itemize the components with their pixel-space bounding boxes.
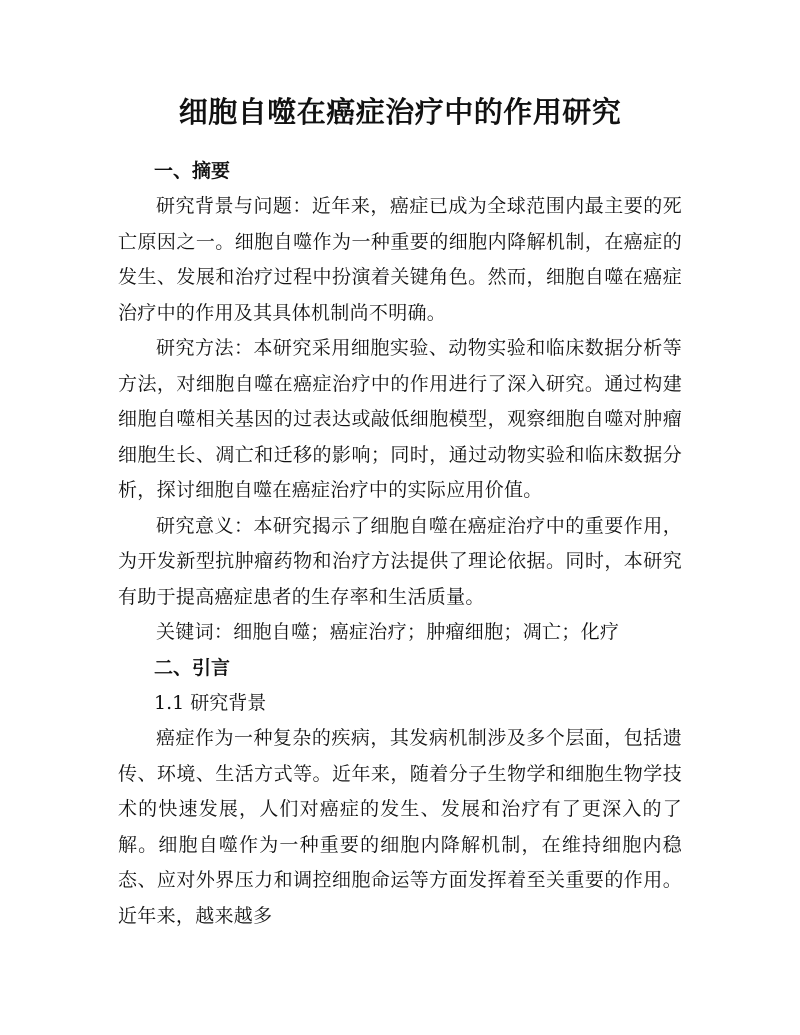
research-background-subheading: 1.1 研究背景 — [154, 691, 267, 714]
abstract-heading: 一、摘要 — [154, 160, 231, 182]
abstract-significance-paragraph: 研究意义：本研究揭示了细胞自噬在癌症治疗中的重要作用，为开发新型抗肿瘤药物和治疗方法提供了理论依据。同时，本研究有助于提高癌症患者的生存率和生活质量。 — [118, 514, 682, 608]
abstract-background-paragraph: 研究背景与问题：近年来，癌症已成为全球范围内最主要的死亡原因之一。细胞自噬作为一种重要的细胞内降解机制，在癌症的发生、发展和治疗过程中扮演着关键角色。然而，细胞自噬在癌症治疗中的作用及其具体机制尚不明确。 — [118, 195, 682, 324]
introduction-heading: 二、引言 — [154, 656, 231, 679]
abstract-methods-paragraph: 研究方法：本研究采用细胞实验、动物实验和临床数据分析等方法，对细胞自噬在癌症治疗中的作用进行了深入研究。通过构建细胞自噬相关基因的过表达或敲低细胞模型，观察细胞自噬对肿瘤细胞生长、凋亡和迁移的影响；同时，通过动物实验和临床数据分析，探讨细胞自噬在癌症治疗中的实际应用价值。 — [118, 337, 682, 501]
introduction-paragraph: 癌症作为一种复杂的疾病，其发病机制涉及多个层面，包括遗传、环境、生活方式等。近年来，随着分子生物学和细胞生物学技术的快速发展，人们对癌症的发生、发展和治疗有了更深入的了解。细胞自噬作为一种重要的细胞内降解机制，在维持细胞内稳态、应对外界压力和调控细胞命运等方面发挥着至关重要的作用。近年来，越来越多 — [118, 727, 682, 927]
document-title: 细胞自噬在癌症治疗中的作用研究 — [178, 95, 622, 129]
keywords-line: 关键词：细胞自噬；癌症治疗；肿瘤细胞；凋亡；化疗 — [156, 621, 620, 643]
